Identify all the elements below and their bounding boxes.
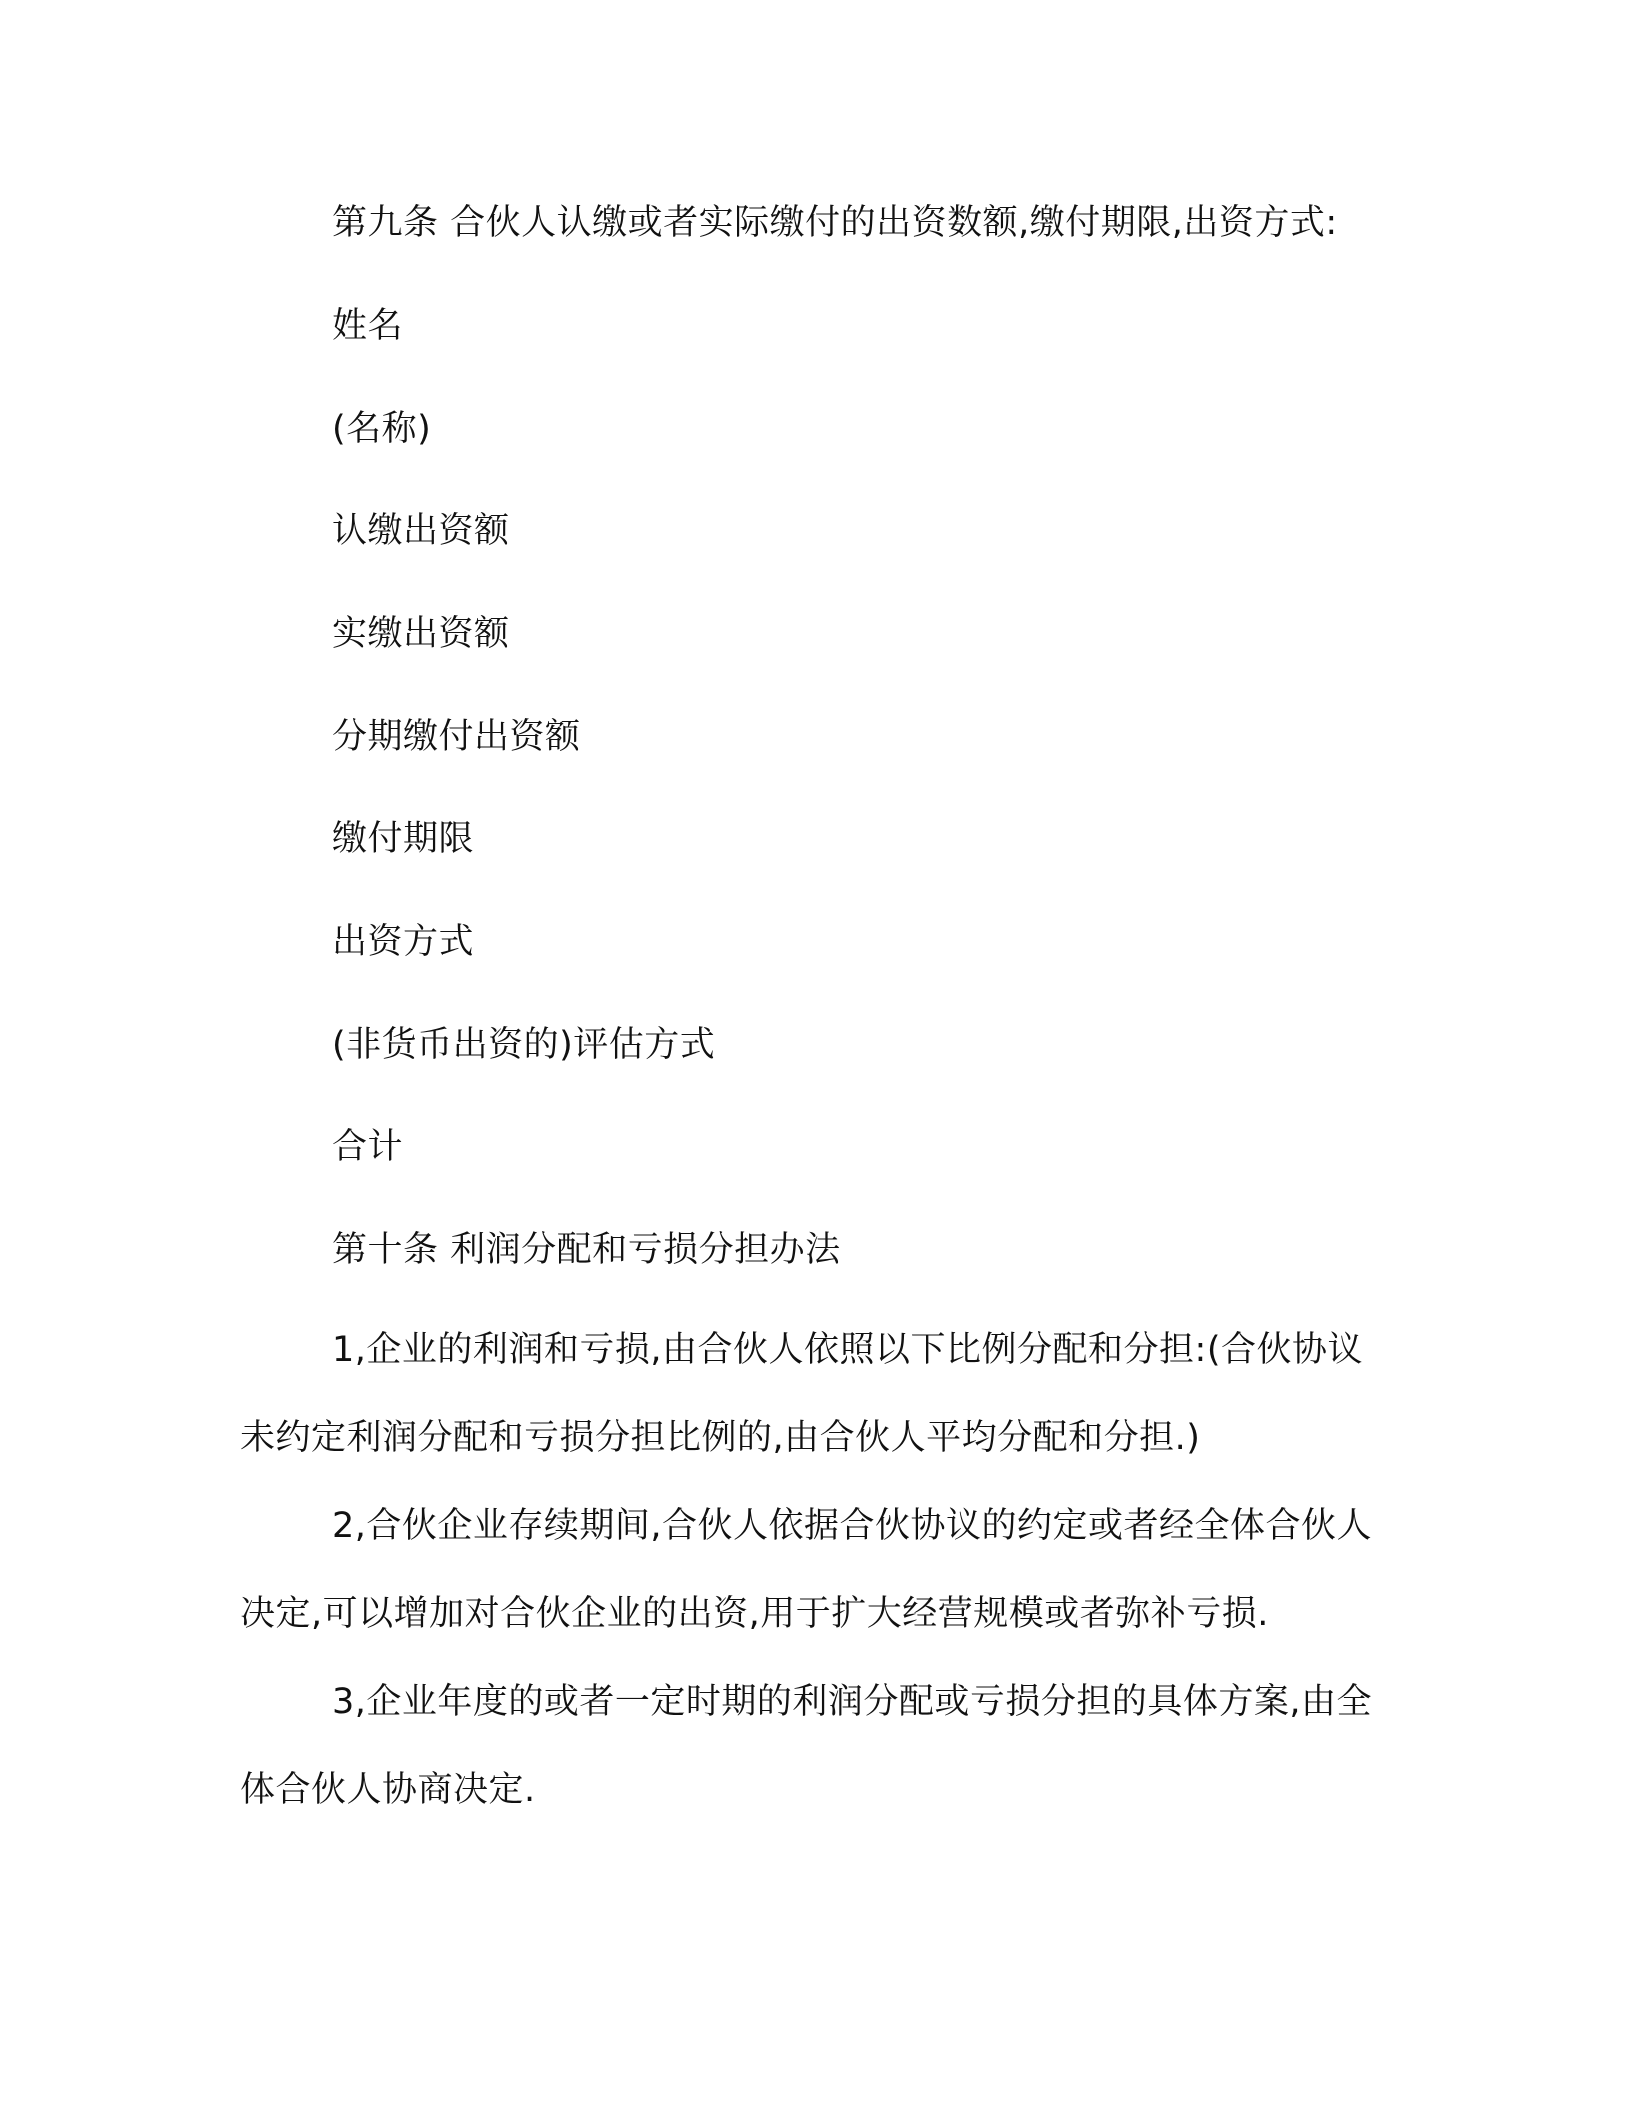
field-label-installment-capital: 分期缴付出资额 [332,717,581,757]
article-10-item-2: 2,合伙企业存续期间,合伙人依据合伙协议的约定或者经全体合伙人决定,可以增加对合伙企业的出资,用于扩大经营规模或者弥补亏损. [240,1506,1373,1634]
field-label-payment-deadline: 缴付期限 [332,819,475,859]
field-label-name: 姓名 [332,306,404,346]
field-label-subscribed-capital: 认缴出资额 [332,511,510,551]
field-label-total: 合计 [332,1127,404,1167]
field-label-title: (名称) [332,409,432,449]
article-10-heading: 第十条 利润分配和亏损分担办法 [332,1230,841,1270]
article-9-heading: 第九条 合伙人认缴或者实际缴付的出资数额,缴付期限,出资方式: [332,203,1338,243]
article-10-item-3: 3,企业年度的或者一定时期的利润分配或亏损分担的具体方案,由全体合伙人协商决定. [240,1682,1373,1810]
field-label-paid-capital: 实缴出资额 [332,614,510,654]
field-label-contribution-method: 出资方式 [332,922,475,962]
article-10-item-1: 1,企业的利润和亏损,由合伙人依照以下比例分配和分担:(合伙协议未约定利润分配和亏损分担比例的,由合伙人平均分配和分担.) [240,1330,1363,1458]
field-label-valuation-method: (非货币出资的)评估方式 [332,1025,716,1065]
